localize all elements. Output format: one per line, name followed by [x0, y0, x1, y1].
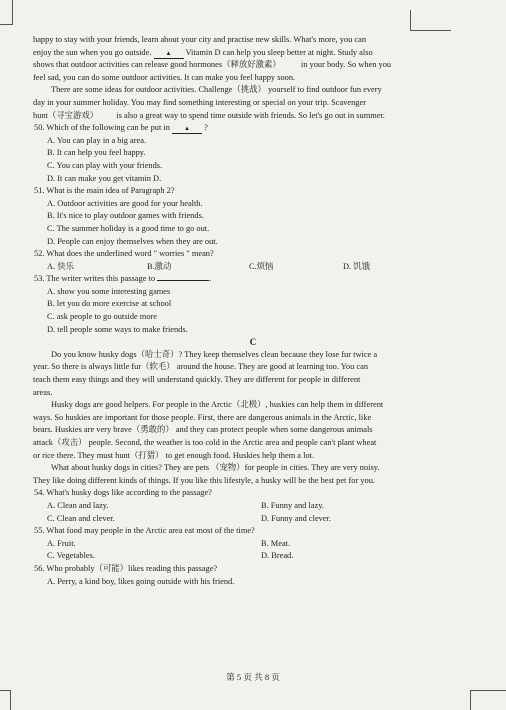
passage-c-line: ways. So huskies are important for those people. First, there are dangerous animals in the Arctic, like [33, 412, 372, 422]
option: D. 饥饿 [343, 261, 370, 271]
passage-c-line: attack（攻击） people. Second, the weather is too cold in the Arctic area and people can't plant wheat [33, 438, 377, 447]
passage-b-line: day in your summer holiday. You may find something interesting or special on your trip. Scavenger [33, 97, 367, 107]
option: C.烦恼 [249, 261, 274, 271]
crop-mark-top-right [410, 10, 451, 31]
option: D. People can enjoy themselves when they are out. [47, 236, 218, 246]
option: A. Fruit. [47, 538, 76, 548]
option: A. Clean and lazy. [47, 500, 109, 510]
section-title: C [249, 337, 257, 348]
option: A. You can play in a big area. [47, 135, 147, 145]
option-row [33, 538, 473, 551]
option: C. The summer holiday is a good time to go out. [47, 223, 210, 233]
question-56: 56. Who probably（可能）likes reading this passage? [34, 563, 218, 573]
passage-c-line: They like doing different kinds of things. If you like this lifestyle, a husky will be the best pet for you. [33, 475, 375, 485]
option: C. Vegetables. [47, 551, 95, 561]
option: A. Perry, a kind boy, likes going outside with his friend. [47, 576, 235, 586]
question-55: 55. What food may people in the Arctic area eat most of the time? [34, 526, 255, 536]
option: C. Clean and clever. [47, 513, 115, 523]
option: D. tell people some ways to make friends. [47, 324, 188, 334]
crop-mark-top-left [0, 0, 13, 25]
passage-b-line: enjoy the sun when you go outside. ▲ Vitamin D can help you sleep better at night. Study also [33, 47, 373, 57]
option: B. Funny and lazy. [261, 500, 324, 510]
question-52: 52. What does the underlined word " worries " mean? [34, 249, 214, 259]
option: D. Funny and clever. [261, 513, 332, 523]
option: B.激动 [147, 261, 172, 271]
passage-b-line: hunt（寻宝游戏） is also a great way to spend time outside with friends. So let's go out in summer. [33, 110, 385, 120]
passage-c-line: or rice there. They must hunt（打猎） to get enough food. Huskies help them a lot. [33, 450, 315, 460]
passage-c-line: Do you know husky dogs（哈士奇）? They keep themselves clean because they lose fur twice a [51, 349, 378, 359]
page-number: 第 5 页 共 8 页 [226, 672, 280, 682]
passage-c-line: What about husky dogs in cities? They are pets （宠物）for people in cities. They are very noisy. [51, 463, 380, 473]
passage-c-line: bears. Huskies are very brave（勇敢的） and they can protect people when some dangerous animals [33, 425, 373, 435]
crop-mark-bottom-left [0, 690, 11, 710]
question-51: 51. What is the main idea of Paragraph 2? [34, 186, 175, 196]
question-50: 50. Which of the following can be put in ▲ ? [34, 123, 208, 133]
answer-blank: ▲ [154, 49, 184, 59]
option-row [33, 500, 473, 513]
question-53: 53. The writer writes this passage to . [34, 274, 212, 284]
option-row [33, 550, 473, 563]
option-row [33, 513, 473, 526]
option: A. 快乐 [47, 261, 74, 271]
option: A. show you some interesting games [47, 286, 171, 296]
question-54: 54. What's husky dogs like according to the passage? [34, 488, 212, 498]
passage-b-line: shows that outdoor activities can release good hormones（释放好激素） in your body. So when you [33, 60, 392, 70]
option: A. Outdoor activities are good for your health. [47, 198, 203, 208]
option: C. ask people to go outside more [47, 312, 158, 322]
passage-c-line: teach them easy things and they will understand quickly. They are different for people in different [33, 375, 361, 385]
passage-b-line: happy to stay with your friends, learn about your city and practise new skills. What's more, you can [33, 35, 367, 44]
option: B. It can help you feel happy. [47, 148, 146, 158]
crop-mark-bottom-right [470, 690, 506, 710]
passage-c-line: Husky dogs are good helpers. For people in the Arctic（北极）, huskies can help them in different [51, 400, 384, 410]
answer-blank [157, 280, 209, 281]
option: B. Meat. [261, 538, 291, 548]
passage-b-line: feel sad, you can do some outdoor activities. It can make you feel happy soon. [33, 72, 296, 82]
passage-b-line: There are some ideas for outdoor activities. Challenge（挑战） yourself to find outdoor fun every [51, 85, 382, 95]
passage-c-line: areas. [33, 387, 53, 397]
option: C. You can play with your friends. [47, 160, 163, 170]
option: D. It can make you get vitamin D. [47, 173, 162, 183]
passage-c-line: year. So there is always little fur（软毛） around the house. They are good at learning too. You can [33, 362, 369, 372]
page-content [33, 34, 473, 588]
option: D. Bread. [261, 551, 294, 561]
option-row [33, 261, 473, 274]
option: B. It's nice to play outdoor games with friends. [47, 211, 204, 221]
option: B. let you do more exercise at school [47, 299, 172, 309]
answer-blank: ▲ [172, 124, 202, 134]
